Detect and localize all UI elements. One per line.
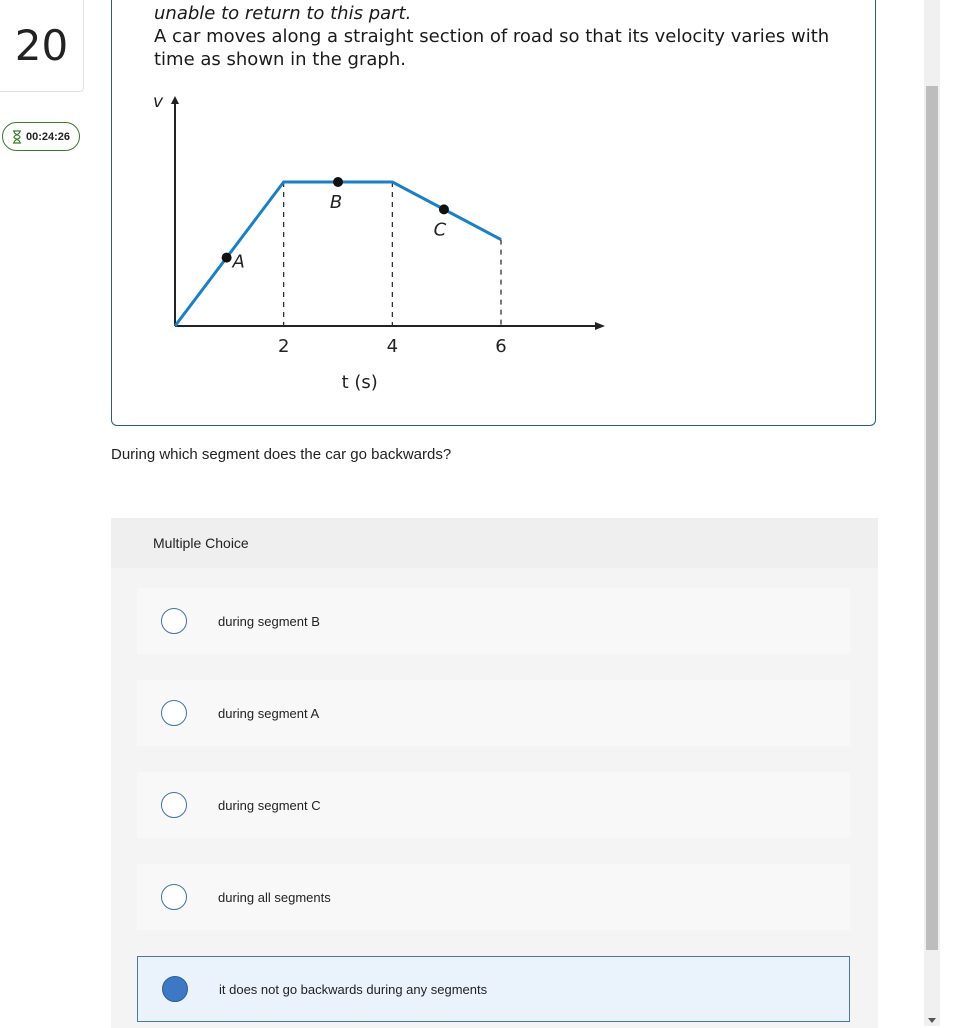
choice-option-2[interactable] [137, 680, 850, 746]
choice-option-3[interactable] [137, 772, 850, 838]
question-stem [154, 2, 854, 71]
choice-label: during segment B [218, 613, 320, 629]
point-C [439, 204, 449, 214]
choice-label: during all segments [218, 889, 331, 905]
radio-button[interactable] [161, 792, 187, 818]
x-axis-arrow-icon [595, 322, 605, 330]
choice-label: during segment A [218, 705, 320, 721]
question-number-box [0, 0, 84, 92]
point-B [333, 177, 343, 187]
choice-list [111, 568, 878, 1028]
scroll-down-arrow-icon[interactable] [928, 1018, 936, 1023]
y-axis-label: v [153, 92, 164, 112]
velocity-time-graph [140, 88, 620, 398]
choice-option-1[interactable] [137, 588, 850, 654]
scrollbar-thumb[interactable] [926, 86, 938, 950]
choice-option-4[interactable] [137, 864, 850, 930]
stem-note: unable to return to this part. [154, 3, 412, 24]
page-edge [940, 0, 978, 1026]
x-tick-label: 4 [386, 336, 399, 357]
point-label-B: B [329, 192, 343, 213]
radio-button[interactable] [161, 700, 187, 726]
radio-button[interactable] [161, 608, 187, 634]
multiple-choice-panel [111, 518, 878, 1028]
choice-label: it does not go backwards during any segments [219, 981, 488, 997]
scrollbar[interactable] [924, 0, 940, 1026]
point-A [222, 253, 232, 263]
choice-label: during segment C [218, 797, 321, 813]
choice-option-5[interactable] [137, 956, 850, 1022]
point-label-A: A [232, 251, 245, 273]
radio-button[interactable] [161, 884, 187, 910]
timer-text: 00:24:26 [25, 130, 71, 143]
x-axis-label: t (s) [341, 372, 378, 393]
y-axis-arrow-icon [171, 96, 179, 104]
question-number: 20 [14, 21, 69, 70]
timer-badge[interactable] [2, 122, 80, 151]
x-tick-label: 6 [495, 336, 507, 357]
hourglass-icon [12, 130, 22, 144]
radio-button[interactable] [162, 976, 188, 1002]
multiple-choice-header: Multiple Choice [111, 518, 878, 568]
question-prompt: During which segment does the car go backwards? [111, 446, 452, 463]
stem-text: A car moves along a straight section of road so that its velocity varies with time as shown in the graph. [154, 26, 830, 70]
point-label-C: C [433, 219, 447, 241]
x-tick-label: 2 [277, 336, 290, 357]
